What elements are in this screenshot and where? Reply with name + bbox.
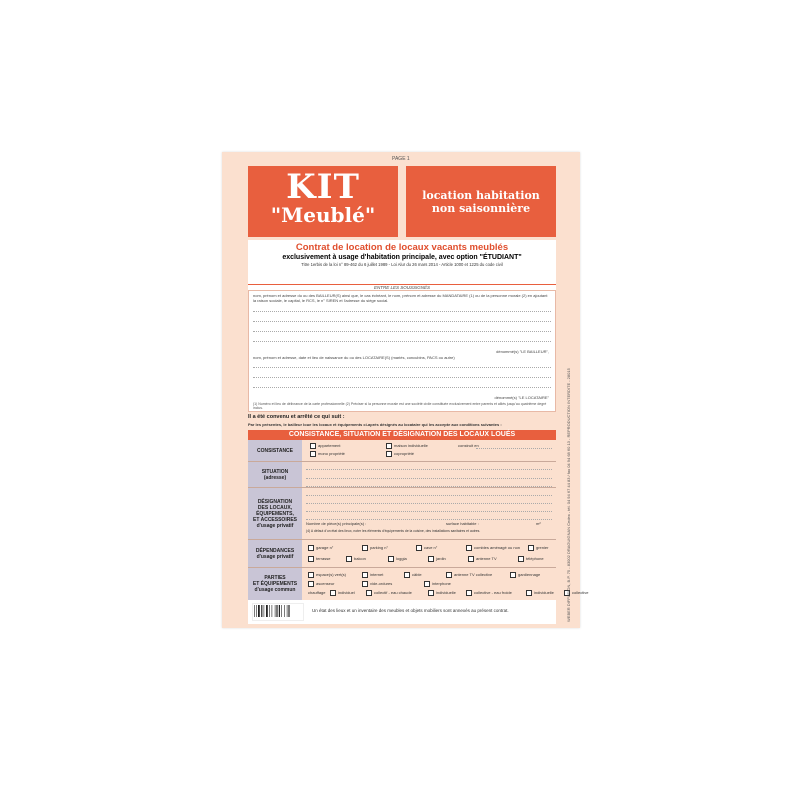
designation-line[interactable]	[306, 519, 552, 520]
consistance-label: CONSISTANCE	[248, 440, 302, 461]
kit-title-box	[248, 166, 398, 237]
page-label: PAGE 1	[392, 156, 410, 162]
barcode-bar	[264, 605, 265, 617]
designation-line[interactable]	[306, 495, 552, 496]
checkbox-garage[interactable]: garage n°	[308, 545, 333, 551]
barcode-bar	[287, 605, 288, 617]
designation-note: (4) A défaut d'un état des lieux, noter les éléments d'équipements de la cuisine, des installations sanitaires et autres.	[306, 529, 481, 533]
barcode-bar	[258, 605, 260, 617]
situation-label: SITUATION (adresse)	[248, 462, 302, 487]
barcode-bar	[288, 605, 289, 617]
checkbox-loggia[interactable]: loggia	[388, 556, 407, 562]
checkbox-interphone[interactable]: interphone	[424, 581, 451, 587]
checkbox-antenne-collective[interactable]: antenne TV collective	[446, 572, 492, 578]
bailleur-description: nom, prénom et adresse du ou des BAILLEUR(S) ainsi que, le cas échéant, le nom, prénom et adresse du MANDATAIRE (1) ou de la personne morale (2) en ajoutant la raison sociale, le capital, le RCS, le n° SIREN et l'adresse du siège social.	[253, 293, 548, 303]
designation-line[interactable]	[306, 511, 552, 512]
location-type-line1: location habitation	[422, 188, 540, 202]
side-publisher-text: WEBER DIFFUSION, B.P. 75 - 83002 DRAGUIGNAN Cedex - tél. 04 94 67 44 83 / fax 04 94 68 60 13 - REPRODUCTION INTERDITE - 28015	[566, 368, 571, 622]
barcode-bar	[272, 605, 273, 617]
checkbox-vide-ordures[interactable]: vide-ordures	[362, 581, 392, 587]
barcode-bar	[284, 605, 285, 617]
checkbox-internet[interactable]: internet	[362, 572, 383, 578]
row-designation	[248, 488, 556, 540]
barcode-bar	[254, 605, 255, 617]
convenu-title: Il a été convenu et arrêté ce qui suit :	[248, 414, 345, 420]
contract-title: Contrat de location de locaux vacants meublés	[295, 242, 509, 253]
bailleur-line[interactable]	[253, 331, 551, 332]
checkbox-eau-froide-collective2[interactable]: collective	[564, 590, 588, 596]
bottom-area	[248, 600, 556, 624]
bailleur-line[interactable]	[253, 321, 551, 322]
checkbox-gardiennage[interactable]: gardiennage	[510, 572, 540, 578]
checkbox-jardin[interactable]: jardin	[428, 556, 446, 562]
barcode-bar	[256, 605, 257, 617]
barcode-bar	[279, 605, 280, 617]
pieces-label: Nombre de pièce(s) principale(s) :	[306, 521, 367, 526]
checkbox-terrasse[interactable]: terrasse	[308, 556, 330, 562]
contract-legal: Titre 1erbis de la loi n° 89-462 du 6 juillet 1989 - Loi Alur du 26 mars 2014 - Article 1000 et 1225 du code civil	[301, 262, 503, 267]
barcode-bar	[281, 605, 282, 617]
checkbox-cable[interactable]: câble	[404, 572, 422, 578]
barcode-bar	[269, 605, 270, 617]
surface-unit: m²	[536, 521, 541, 526]
checkbox-combles[interactable]: combles aménagé ou non	[466, 545, 520, 551]
entre-soussignes: ENTRE LES SOUSSIGNÉS	[248, 284, 556, 290]
checkbox-parking[interactable]: parking n°	[362, 545, 388, 551]
surface-label: surface habitable :	[446, 521, 479, 526]
checkbox-mono-propriete[interactable]: mono propriété	[310, 451, 345, 457]
designation-label: DÉSIGNATION DES LOCAUX, ÉQUIPEMENTS, ET ACCESSOIRES d'usage privatif	[248, 488, 302, 539]
locataire-line[interactable]	[253, 387, 551, 388]
checkbox-eau-chaude-individuelle[interactable]: individuelle	[428, 590, 456, 596]
row-parties-communes	[248, 568, 589, 600]
barcode	[252, 603, 304, 621]
locataire-denomination: dénommé(s) "LE LOCATAIRE"	[494, 395, 549, 400]
checkbox-chauffage-individuel[interactable]: individuel	[330, 590, 355, 596]
construit-label: construit en	[458, 443, 479, 448]
checkbox-antenne-tv[interactable]: antenne TV	[468, 556, 497, 562]
parties-communes-label: PARTIES ET ÉQUIPEMENTS d'usage commun	[248, 568, 302, 600]
bailleur-denomination: dénommé(s) "LE BAILLEUR",	[496, 349, 549, 354]
construit-line[interactable]	[476, 448, 552, 449]
row-situation	[248, 462, 556, 488]
bailleur-line[interactable]	[253, 311, 551, 312]
section-title: CONSISTANCE, SITUATION ET DÉSIGNATION DES LOCAUX LOUÉS	[248, 430, 556, 440]
designation-line[interactable]	[306, 503, 552, 504]
checkbox-eau-froide-collective[interactable]: collective - eau froide	[466, 590, 512, 596]
situation-line[interactable]	[306, 486, 552, 487]
barcode-bar	[266, 605, 268, 617]
dependances-label: DÉPENDANCES d'usage privatif	[248, 540, 302, 567]
kit-subtitle: "Meublé"	[270, 203, 376, 227]
checkbox-appartement[interactable]: appartement	[310, 443, 340, 449]
locataire-description: nom, prénom et adresse, date et lieu de naissance du ou des LOCATAIRE(S) (mariés, concubins, PACS ou autre)	[253, 355, 455, 360]
checkbox-copropriete[interactable]: copropriété	[386, 451, 414, 457]
parties-footnote: (1) Numéro et lieu de délivrance de la carte professionnelle (2) Préciser si la personne morale est une société civile constituée exclusivement entre parents et alliés jusqu'au quatrième degré inclus.	[253, 402, 547, 410]
kit-title: KIT	[286, 167, 360, 207]
bailleur-line[interactable]	[253, 341, 551, 342]
location-type-line2: non saisonnière	[431, 201, 531, 215]
locataire-line[interactable]	[253, 367, 551, 368]
checkbox-cave[interactable]: cave n°	[416, 545, 437, 551]
checkbox-maison[interactable]: maison individuelle	[386, 443, 428, 449]
form-sheet	[222, 152, 589, 628]
barcode-bar	[275, 605, 276, 617]
checkbox-eau-chaude-collectif[interactable]: collectif - eau chaude	[366, 590, 412, 596]
contract-header	[248, 240, 556, 284]
locataire-line[interactable]	[253, 377, 551, 378]
contract-subtitle: exclusivement à usage d'habitation principale, avec option "ÉTUDIANT"	[282, 254, 522, 261]
checkbox-eau-froide-individuelle[interactable]: individuelle	[526, 590, 554, 596]
chauffage-label: chauffage	[308, 590, 326, 595]
checkbox-balcon[interactable]: balcon	[346, 556, 366, 562]
row-dependances	[248, 540, 556, 568]
location-type-box	[406, 166, 556, 237]
checkbox-telephone[interactable]: téléphone	[518, 556, 544, 562]
parties-block	[248, 290, 556, 412]
barcode-bar	[261, 605, 262, 617]
situation-line[interactable]	[306, 469, 552, 470]
etat-des-lieux-note: Un état des lieux et un inventaire des meubles et objets mobiliers sont annexés au présent contrat.	[312, 608, 509, 613]
convenu-text: Par les présentes, le bailleur loue les locaux et équipements ci-après désignés au locataire qui les accepte aux conditions suivantes :	[248, 422, 502, 427]
barcode-bar	[276, 605, 277, 617]
situation-line[interactable]	[306, 478, 552, 479]
checkbox-ascenseur[interactable]: ascenseur	[308, 581, 334, 587]
checkbox-espaces-verts[interactable]: espace(s) vert(s)	[308, 572, 346, 578]
row-consistance	[248, 440, 556, 462]
checkbox-grenier[interactable]: grenier	[528, 545, 548, 551]
